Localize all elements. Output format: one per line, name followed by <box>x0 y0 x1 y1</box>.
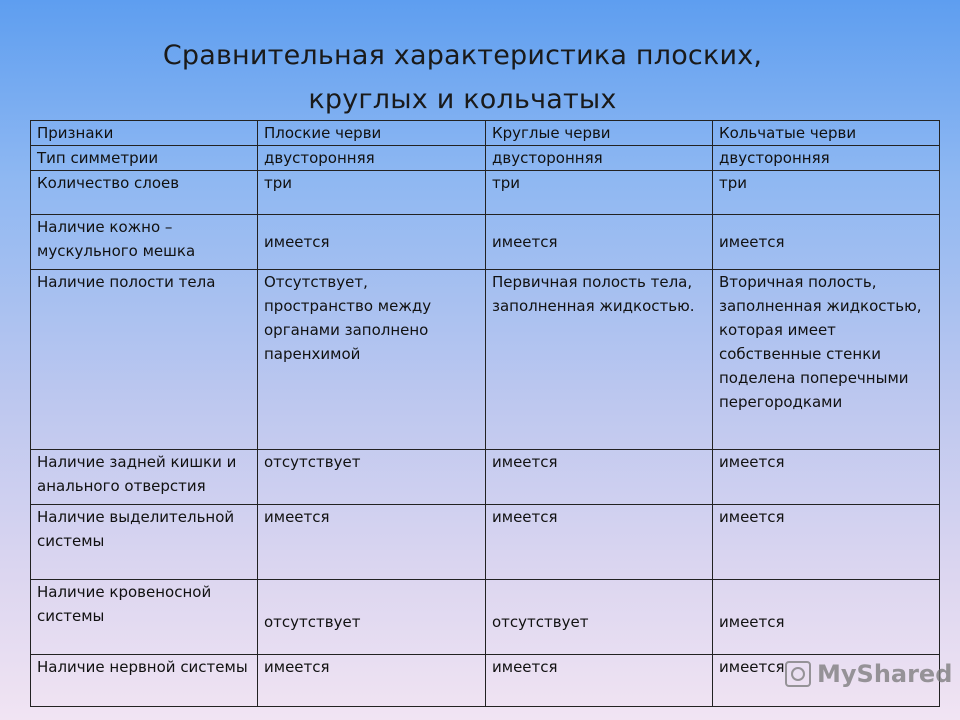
header-cell: Плоские черви <box>258 121 486 146</box>
table-row <box>31 450 940 505</box>
table-cell: Количество слоев <box>31 171 258 215</box>
table-cell: имеется <box>713 580 940 655</box>
title-line-2: круглых и кольчатых <box>308 84 617 115</box>
table-cell: Наличие нервной системы <box>31 655 258 707</box>
header-cell: Признаки <box>31 121 258 146</box>
table-cell: отсутствует <box>258 580 486 655</box>
table-cell: отсутствует <box>258 450 486 505</box>
table-cell: двусторонняя <box>258 146 486 171</box>
watermark-text: MyShared <box>817 660 953 688</box>
table-cell: имеется <box>713 655 940 707</box>
table-cell: имеется <box>258 215 486 270</box>
table-row <box>31 270 940 450</box>
table-cell: имеется <box>258 655 486 707</box>
header-cell: Кольчатые черви <box>713 121 940 146</box>
table-cell: имеется <box>713 215 940 270</box>
table-header-row <box>31 121 940 146</box>
table-cell: Наличие кожно – мускульного мешка <box>31 215 258 270</box>
table-cell: Тип симметрии <box>31 146 258 171</box>
table-cell: имеется <box>486 450 713 505</box>
table-row <box>31 580 940 655</box>
table-cell: Наличие выделительной системы <box>31 505 258 580</box>
table-row <box>31 171 940 215</box>
table-cell: имеется <box>713 450 940 505</box>
table-row <box>31 215 940 270</box>
table-row <box>31 505 940 580</box>
watermark <box>785 660 952 688</box>
table-cell: имеется <box>258 505 486 580</box>
table-cell: Вторичная полость, заполненная жидкостью, которая имеет собственные стенки поделена поперечными перегородками <box>713 270 940 450</box>
table-cell: три <box>258 171 486 215</box>
table-cell: имеется <box>486 215 713 270</box>
myshared-logo-icon <box>785 661 811 687</box>
table-cell: имеется <box>713 505 940 580</box>
table-cell: Наличие полости тела <box>31 270 258 450</box>
table-cell: три <box>486 171 713 215</box>
table-cell: Наличие кровеносной системы <box>31 580 258 655</box>
table-cell: имеется <box>486 505 713 580</box>
table-cell: двусторонняя <box>713 146 940 171</box>
table-cell: Первичная полость тела, заполненная жидкостью. <box>486 270 713 450</box>
title-line-1: Сравнительная характеристика плоских, <box>162 40 763 71</box>
table-cell: Отсутствует, пространство между органами заполнено паренхимой <box>258 270 486 450</box>
table-cell: Наличие задней кишки и анального отверстия <box>31 450 258 505</box>
header-cell: Круглые черви <box>486 121 713 146</box>
table-cell: имеется <box>486 655 713 707</box>
comparison-table <box>30 120 940 707</box>
page-title <box>0 34 925 122</box>
table-cell: три <box>713 171 940 215</box>
table-cell: отсутствует <box>486 580 713 655</box>
table-cell: двусторонняя <box>486 146 713 171</box>
table-row <box>31 146 940 171</box>
